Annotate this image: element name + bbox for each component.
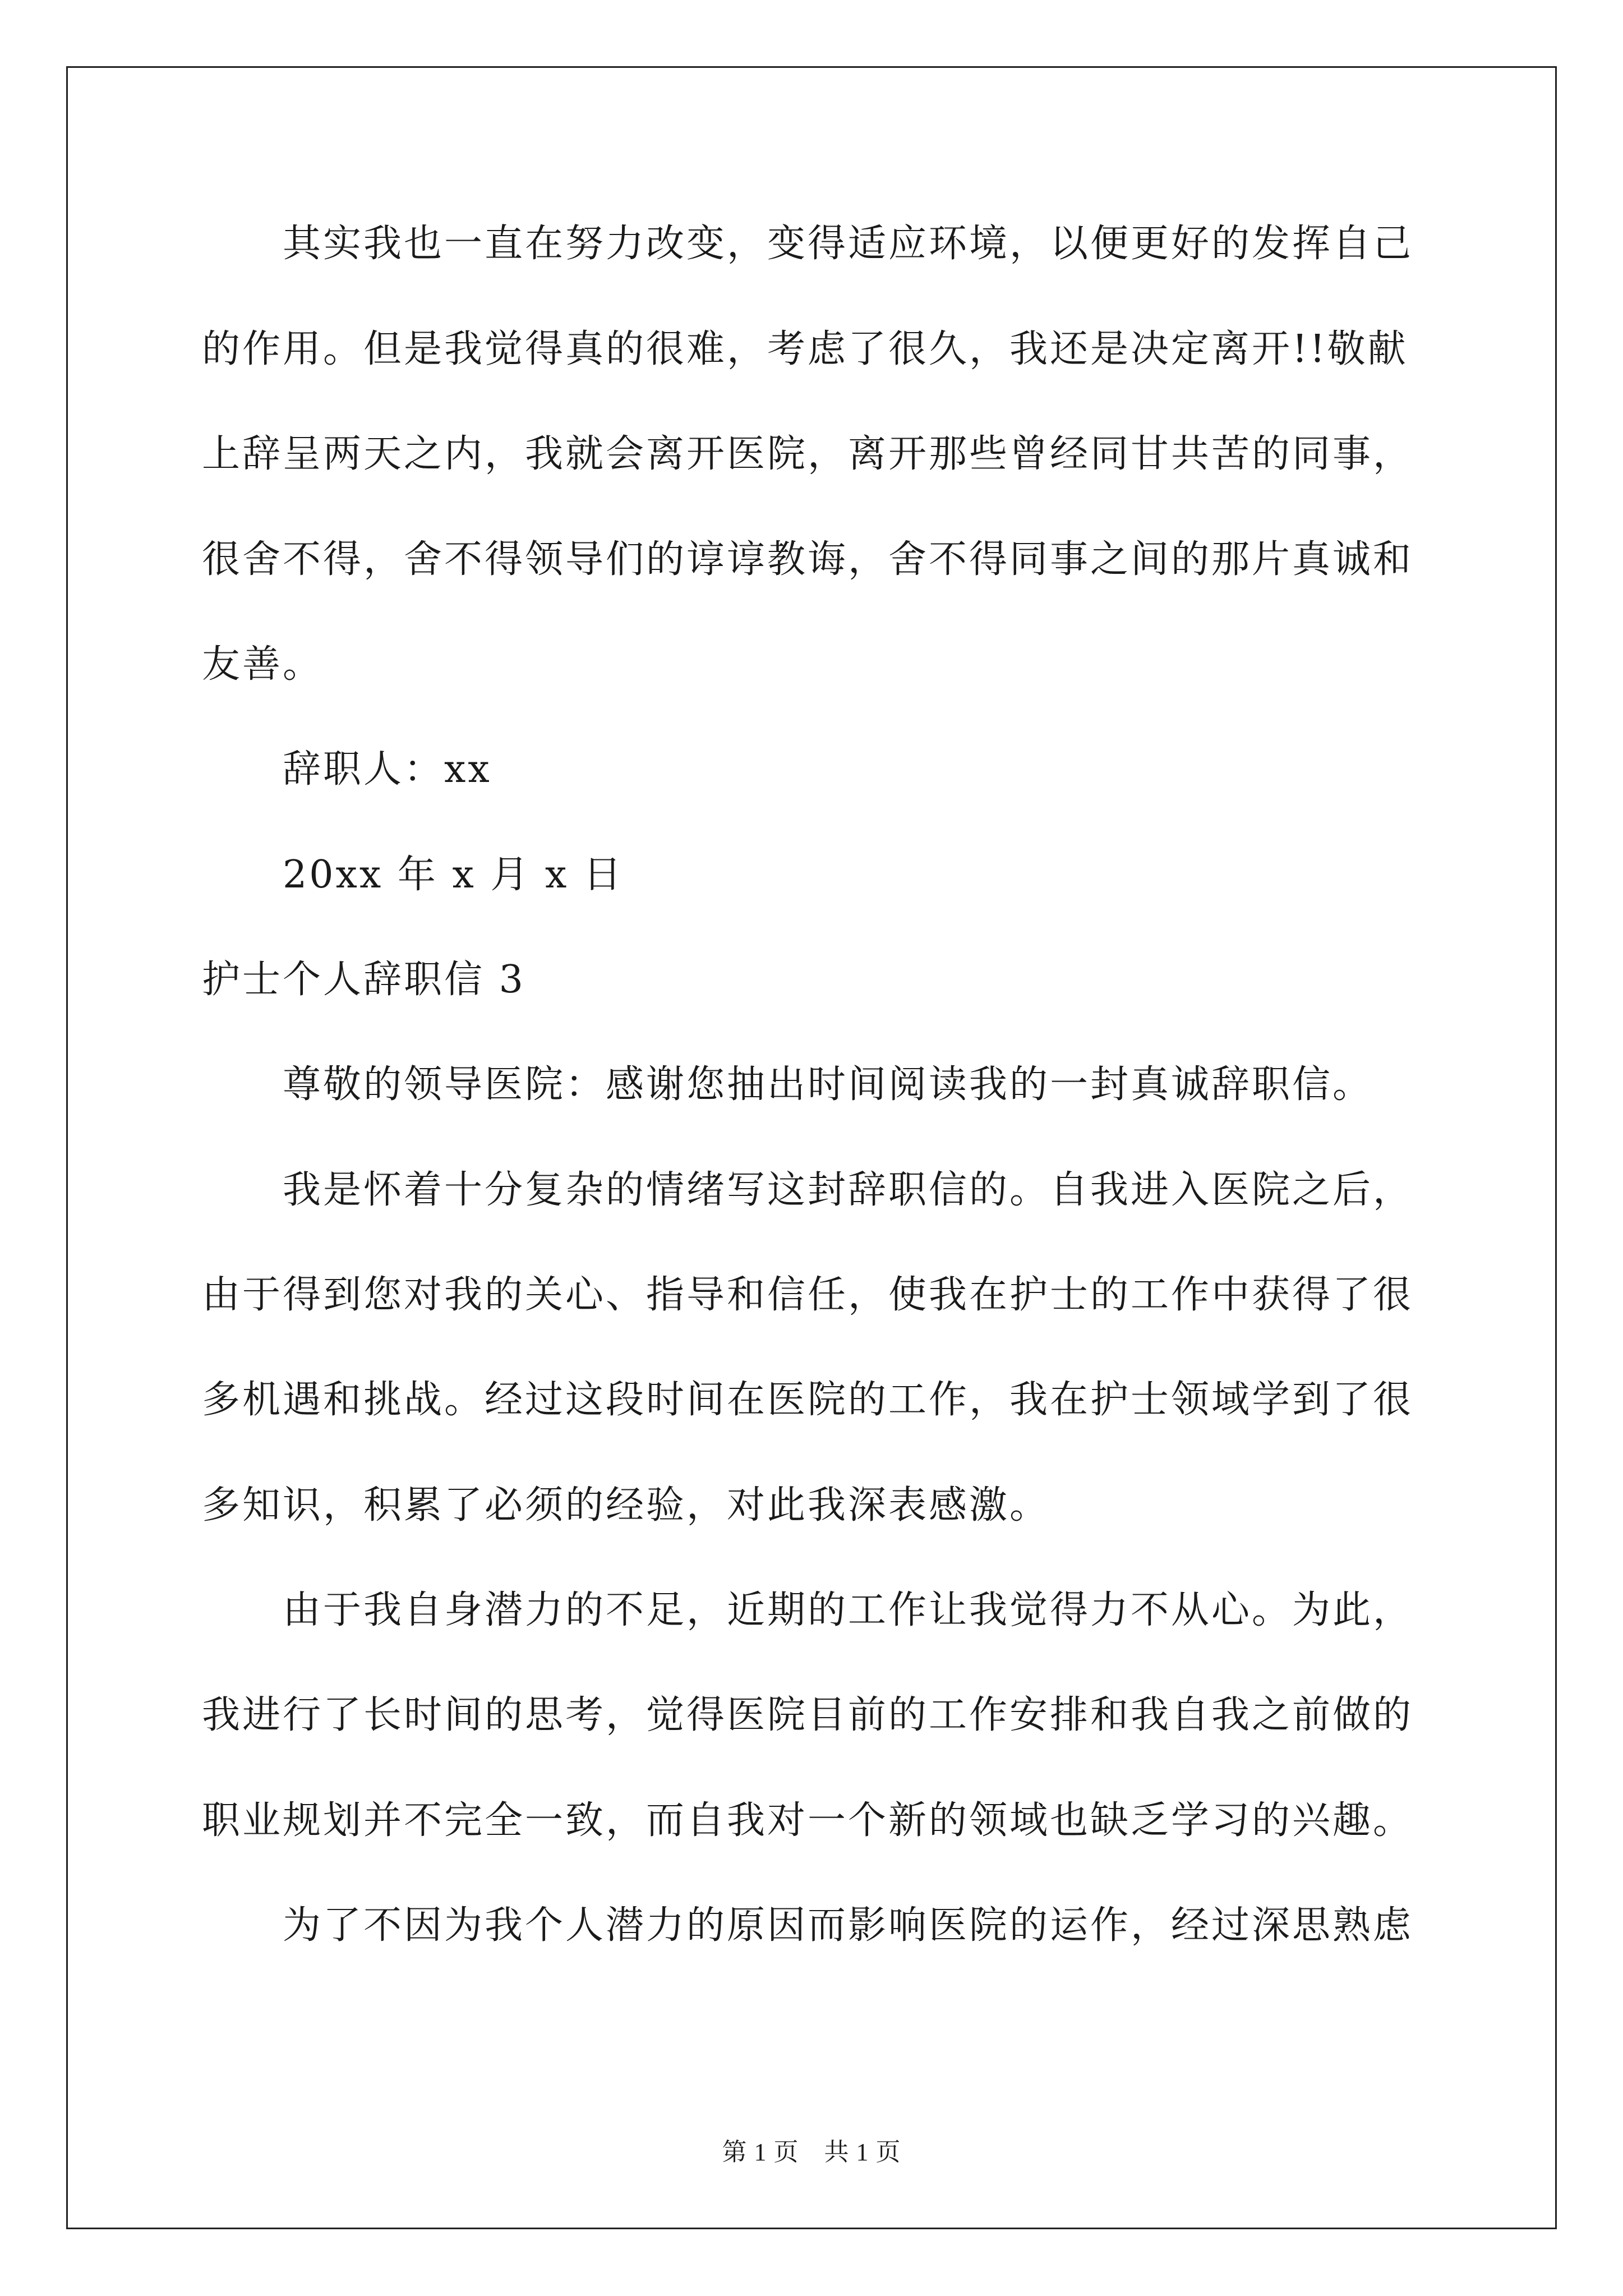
text-line: 多机遇和挑战。经过这段时间在医院的工作，我在护士领域学到了很 [202,1378,1414,1422]
text-line: 多知识，积累了必须的经验，对此我深表感激。 [202,1483,1050,1527]
text-line: 的作用。但是我觉得真的很难，考虑了很久，我还是决定离开!!敬献 [202,327,1408,371]
text-line: 我是怀着十分复杂的情绪写这封辞职信的。自我进入医院之后， [202,1168,1414,1212]
section-heading: 护士个人辞职信 3 [202,958,525,1002]
salutation-line: 尊敬的领导医院：感谢您抽出时间阅读我的一封真诚辞职信。 [202,1062,1373,1107]
date-line: 20xx 年 x 月 x 日 [202,853,624,897]
text-line: 上辞呈两天之内，我就会离开医院，离开那些曾经同甘共苦的同事， [202,432,1414,476]
text-line: 其实我也一直在努力改变，变得适应环境，以便更好的发挥自己 [202,222,1414,266]
text-line: 由于得到您对我的关心、指导和信任，使我在护士的工作中获得了很 [202,1273,1414,1317]
text-line: 我进行了长时间的思考，觉得医院目前的工作安排和我自我之前做的 [202,1693,1414,1737]
signature-line: 辞职人：xx [202,747,492,792]
text-line: 友善。 [202,642,324,687]
text-line: 很舍不得，舍不得领导们的谆谆教诲，舍不得同事之间的那片真诚和 [202,537,1414,582]
text-line: 由于我自身潜力的不足，近期的工作让我觉得力不从心。为此， [202,1588,1414,1632]
page-number-footer: 第 1 页 共 1 页 [722,2138,901,2166]
text-line: 为了不因为我个人潜力的原因而影响医院的运作，经过深思熟虑 [202,1903,1414,1948]
text-line: 职业规划并不完全一致，而自我对一个新的领域也缺乏学习的兴趣。 [202,1798,1414,1843]
